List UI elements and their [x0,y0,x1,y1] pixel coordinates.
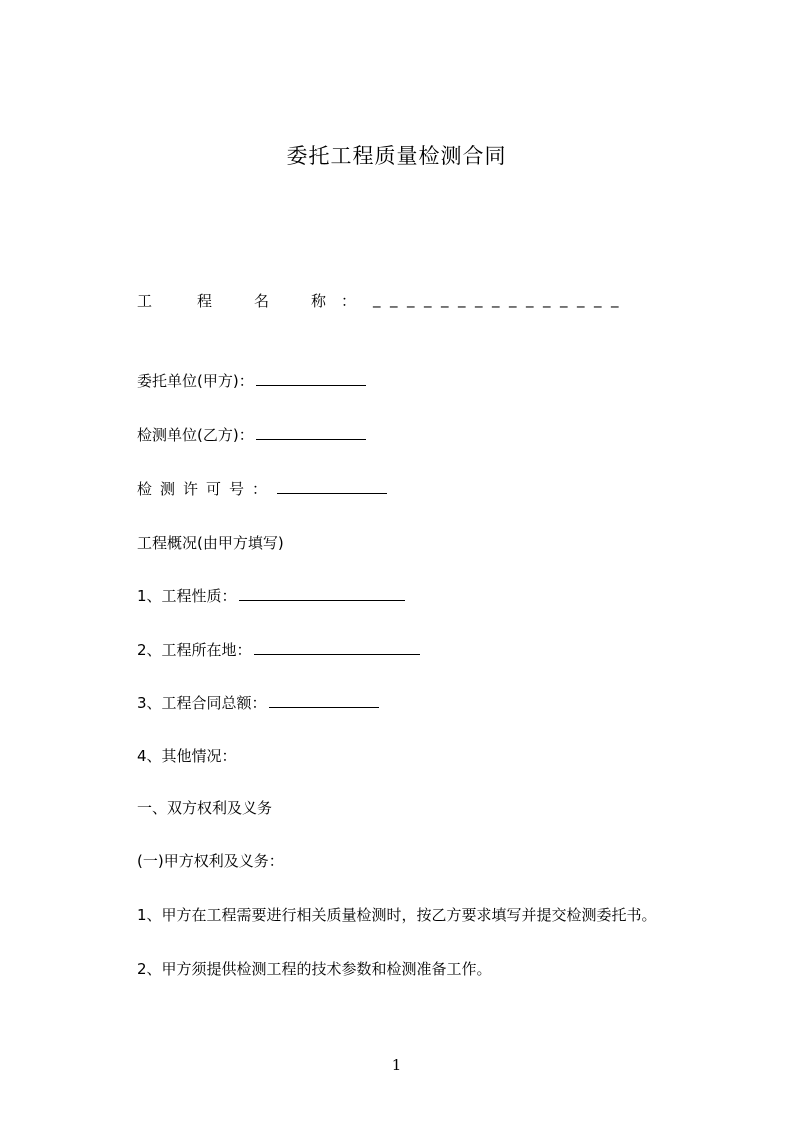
project-name-char-3: 名 [254,292,270,310]
document-title: 委托工程质量检测合同 [286,144,507,168]
project-name-row [137,290,703,314]
location-label: 2、工程所在地： [137,641,252,659]
license-label: 检测许可号： [137,480,276,498]
tester-label: 检测单位(乙方)： [137,426,254,444]
clause-2: 2、甲方须提供检测工程的技术参数和检测准备工作。 [137,960,492,978]
client-label: 委托单位(甲方)： [137,372,254,390]
other-label: 4、其他情况： [137,747,237,765]
license-input-line[interactable] [277,479,387,494]
nature-input-line[interactable] [239,586,405,601]
contract-total-label: 3、工程合同总额： [137,694,267,712]
client-field [137,371,366,391]
nature-field [137,586,405,606]
other-field [137,746,237,766]
location-field [137,640,420,660]
page-number: 1 [391,1056,402,1074]
project-name-char-4: 称 [311,292,327,310]
contract-total-input-line[interactable] [269,693,379,708]
section1-heading: 一、双方权利及义务 [137,799,273,817]
project-name-char-1: 工 [137,292,153,310]
nature-label: 1、工程性质： [137,587,237,605]
license-field [137,479,387,499]
clause-1: 1、甲方在工程需要进行相关质量检测时，按乙方要求填写并提交检测委托书。 [137,906,657,924]
project-name-blank[interactable]: _______________ [373,290,628,308]
project-name-char-2: 程 [197,292,213,310]
tester-field [137,425,366,445]
overview-heading: 工程概况(由甲方填写) [137,534,284,552]
location-input-line[interactable] [254,640,420,655]
project-name-colon: ： [341,292,357,310]
party-a-heading: (一)甲方权利及义务： [137,852,284,870]
client-input-line[interactable] [256,371,366,386]
tester-input-line[interactable] [256,425,366,440]
contract-total-field [137,693,379,713]
